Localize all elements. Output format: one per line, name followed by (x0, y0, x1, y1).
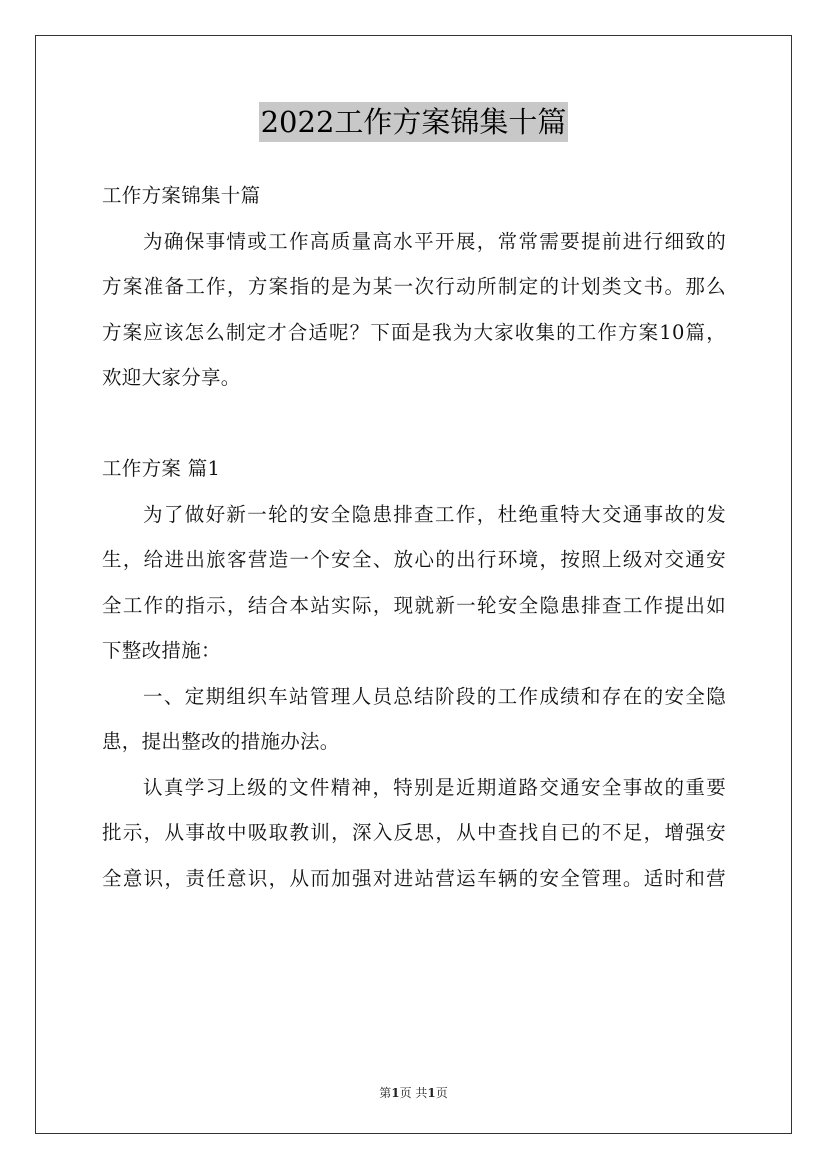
section1-para3-line-1: 认真学习上级的文件精神，特别是近期道路交通安全事故的重要 (143, 775, 726, 799)
footer-page-suffix: 页 (435, 1086, 448, 1100)
intro-line-2: 方案准备工作，方案指的是为某一次行动所制定的计划类文书。那么 (102, 275, 726, 298)
footer-page-total: 1 (427, 1086, 436, 1100)
section1-para1-line-4: 下整改措施： (102, 639, 221, 662)
intro-line-4: 欢迎大家分享。 (102, 366, 241, 389)
document-title: 2022工作方案锦集十篇 (259, 102, 569, 142)
section1-para3-line-3: 全意识，责任意识，从而加强对进站营运车辆的安全管理。适时和营 (102, 866, 726, 890)
paragraph-gap (102, 401, 726, 447)
footer-page-current: 1 (391, 1086, 400, 1100)
document-body (102, 173, 726, 901)
section1-para1-line-1: 为了做好新一轮的安全隐患排查工作，杜绝重特大交通事故的发 (143, 502, 726, 526)
subtitle: 工作方案锦集十篇 (102, 184, 261, 207)
intro-line-1: 为确保事情或工作高质量高水平开展，常常需要提前进行细致的 (143, 229, 726, 253)
section1-para2-line-2: 患，提出整改的措施办法。 (102, 730, 340, 753)
section1-para3-line-2: 批示，从事故中吸取教训，深入反思，从中查找自已的不足，增强安 (102, 821, 726, 844)
title-wrap (0, 102, 827, 142)
footer-page-mid: 页 共 (399, 1086, 428, 1100)
section-heading: 工作方案 篇1 (102, 457, 221, 480)
intro-line-3: 方案应该怎么制定才合适呢？下面是我为大家收集的工作方案10篇， (102, 320, 726, 344)
page-footer (0, 1084, 827, 1101)
footer-page-prefix: 第 (379, 1086, 392, 1100)
section1-para1-line-3: 全工作的指示，结合本站实际，现就新一轮安全隐患排查工作提出如 (102, 593, 726, 617)
section1-para1-line-2: 生，给进出旅客营造一个安全、放心的出行环境，按照上级对交通安 (102, 548, 726, 571)
section1-para2-line-1: 一、定期组织车站管理人员总结阶段的工作成绩和存在的安全隐 (143, 684, 726, 708)
